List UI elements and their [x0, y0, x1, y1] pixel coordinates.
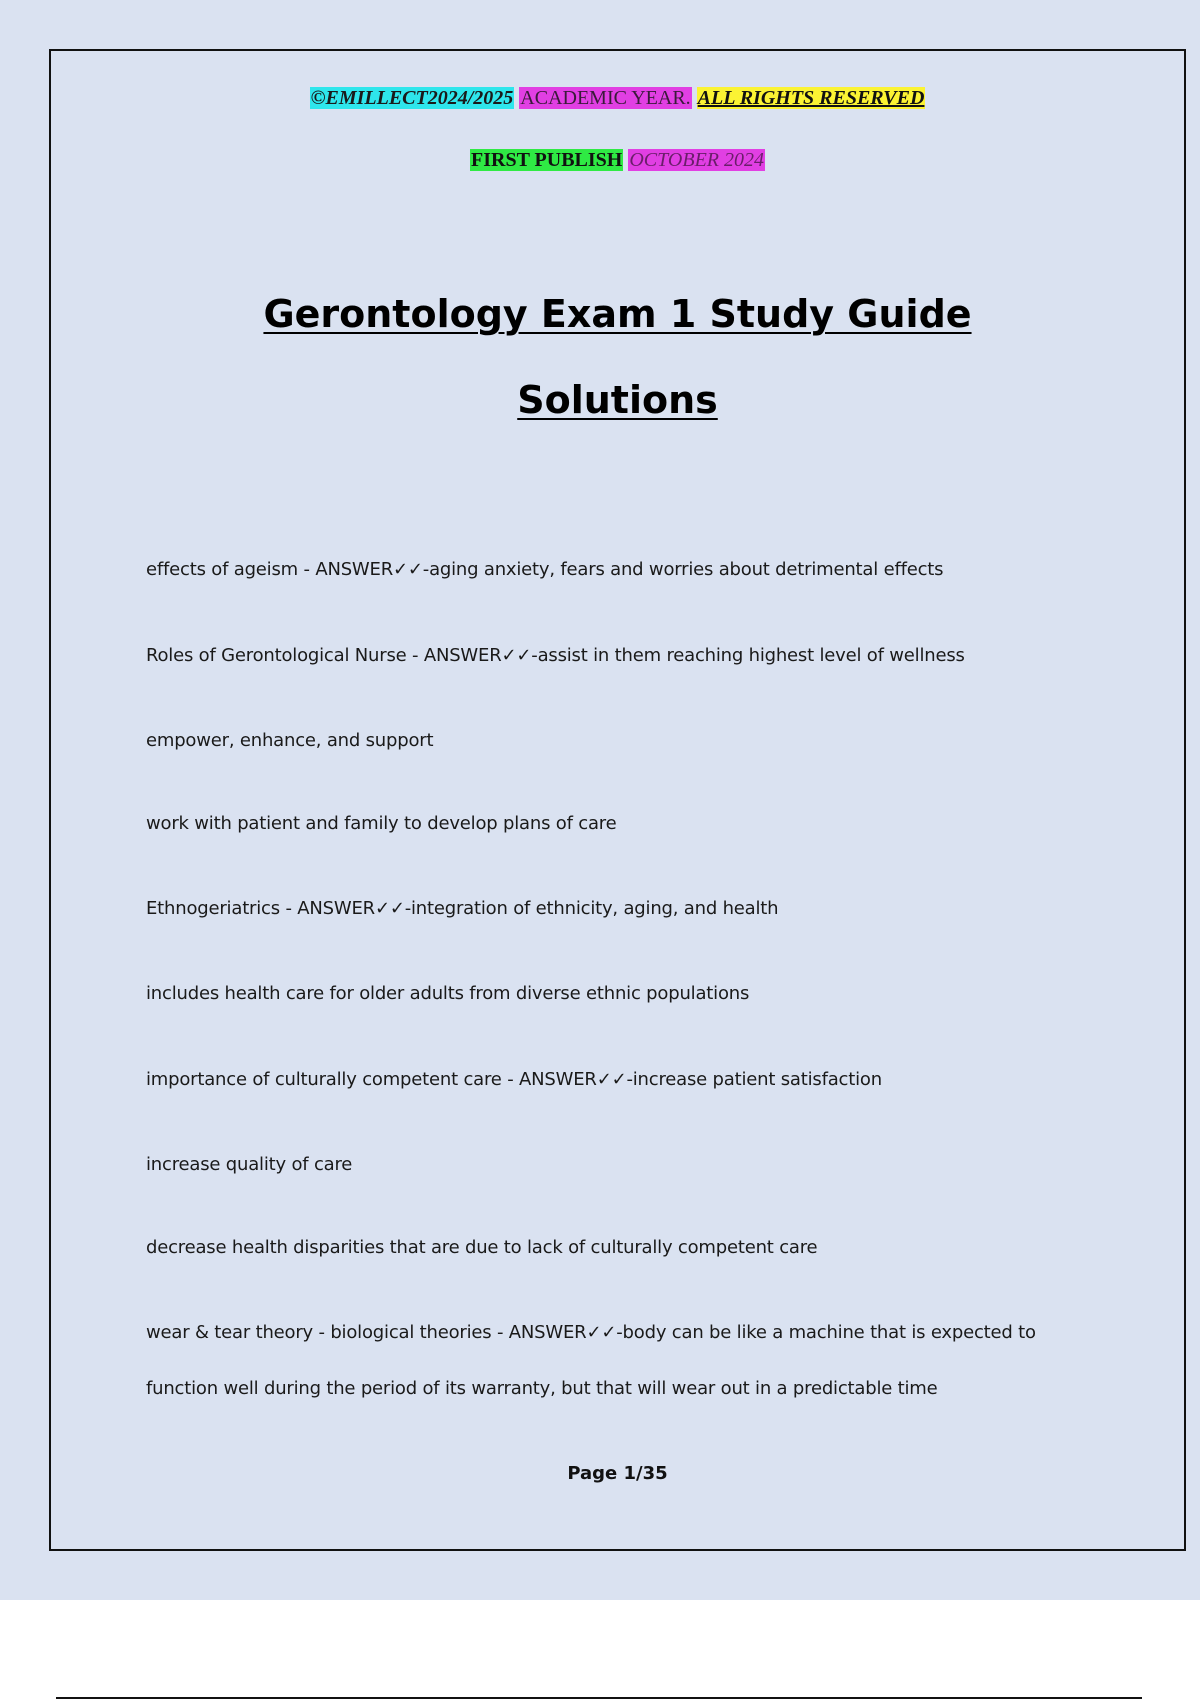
- publish-date-chip: OCTOBER 2024: [629, 149, 764, 171]
- body-line-wear-tear-cont: function well during the period of its warranty, but that will wear out in a predictable time: [146, 1378, 938, 1399]
- academic-year-chip: ACADEMIC YEAR.: [520, 87, 691, 109]
- document-page: [49, 49, 1186, 1551]
- copyright-chip: ©EMILLECT2024/2025: [310, 87, 514, 109]
- body-line-quality-of-care: increase quality of care: [146, 1154, 353, 1175]
- document-subtitle: Solutions: [517, 378, 718, 422]
- next-page-rule: [56, 1697, 1142, 1699]
- rights-chip: ALL RIGHTS RESERVED: [697, 87, 925, 109]
- body-line-ageism: effects of ageism - ANSWER✓✓-aging anxiety, fears and worries about detrimental effects: [146, 559, 944, 580]
- body-line-cultural-competence: importance of culturally competent care - ANSWER✓✓-increase patient satisfaction: [146, 1069, 882, 1090]
- body-line-ethnogeriatrics: Ethnogeriatrics - ANSWER✓✓-integration of ethnicity, aging, and health: [146, 898, 779, 919]
- document-title: Gerontology Exam 1 Study Guide: [263, 292, 972, 336]
- copyright-header: [51, 87, 1184, 110]
- body-line-health-disparities: decrease health disparities that are due to lack of culturally competent care: [146, 1237, 818, 1258]
- body-line-wear-tear: wear & tear theory - biological theories - ANSWER✓✓-body can be like a machine that is expected to: [146, 1322, 1036, 1343]
- publish-header: [51, 149, 1184, 172]
- first-publish-chip: FIRST PUBLISH: [471, 149, 623, 171]
- body-line-diverse-populations: includes health care for older adults from diverse ethnic populations: [146, 983, 750, 1004]
- body-line-empower: empower, enhance, and support: [146, 730, 434, 751]
- body-line-nurse-roles: Roles of Gerontological Nurse - ANSWER✓✓-assist in them reaching highest level of wellness: [146, 645, 965, 666]
- body-line-care-plans: work with patient and family to develop plans of care: [146, 813, 617, 834]
- page-number: Page 1/35: [567, 1463, 668, 1484]
